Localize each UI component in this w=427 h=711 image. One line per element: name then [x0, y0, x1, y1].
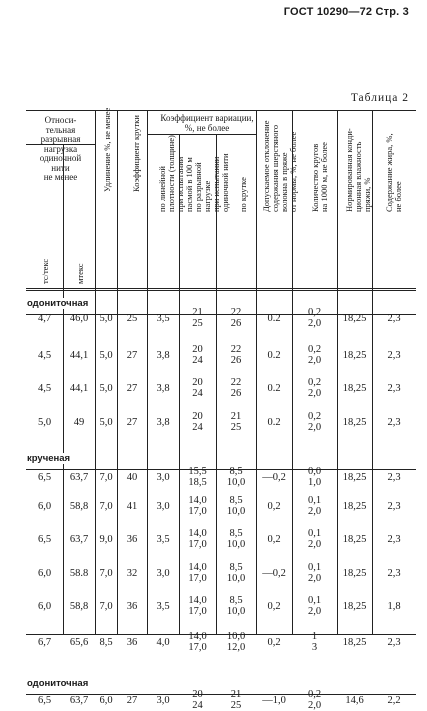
table-cell: 14,0 17,0 [188, 631, 207, 653]
table-cell: —0,2 [262, 472, 286, 483]
table-cell: 6,5 [37, 534, 52, 545]
table-cell: 14,0 17,0 [188, 495, 207, 517]
table-cell: 20 24 [192, 344, 203, 366]
table-cell: 25 [126, 313, 138, 324]
header-moisture: Нормированная конди- ционная влажность пряжи, % [344, 128, 372, 212]
table-cell: 49 [73, 417, 85, 428]
table-cell: 0,2 2,0 [307, 377, 322, 399]
header-twist-coef: Коэффициент крутки [131, 115, 141, 192]
table-cell: 8,5 10,0 [226, 466, 246, 488]
header-fat: Содержание жира, %, не более [384, 133, 403, 212]
table-cell: 2,3 [387, 472, 401, 483]
table-cell: 8,5 10,0 [226, 562, 246, 584]
table-cell: 18,25 [342, 601, 367, 612]
table-cell: 4,0 [156, 637, 170, 648]
section-label: крученая [27, 453, 71, 464]
table-cell: 4,7 [37, 313, 52, 324]
header-strength-group: Относи- тельная разрывная нагрузка одиночной нити не менее [39, 115, 82, 182]
table-cell: 9,0 [99, 534, 113, 545]
table-cell: 41 [126, 501, 138, 512]
table-cell: 14,0 17,0 [188, 528, 207, 550]
header-variation-group: Коэффициент вариации, %, не более [160, 113, 254, 133]
table-cell: 4,5 [37, 383, 52, 394]
table-cell: 0.2 [267, 350, 281, 361]
table-cell: 3,5 [156, 534, 170, 545]
header-elongation: Удлинение %, не менее [102, 107, 112, 192]
table-cell: 5,0 [99, 313, 113, 324]
table-cell: 18,25 [342, 501, 367, 512]
table-cell: 3,0 [156, 568, 170, 579]
header-oil-deviation: Допускаемое отклонение содержания шерстяного волокна в пряже от нормы, %, не более [261, 120, 298, 212]
table-cell: 36 [126, 637, 138, 648]
table-cell: 0,2 2,0 [307, 307, 322, 329]
table-cell: 3,5 [156, 313, 170, 324]
table-cell: 0,2 [267, 501, 281, 512]
table-cell: 36 [126, 601, 138, 612]
table-cell: 65,6 [69, 637, 89, 648]
table-cell: 20 24 [192, 689, 203, 711]
table-cell: 8,5 10,0 [226, 528, 246, 550]
table-cell: 18,25 [342, 472, 367, 483]
table-cell: 3,5 [156, 601, 170, 612]
header-var-break: по разрывной нагрузке при испытании одиночной нити [193, 153, 230, 212]
table-cell: 0,2 [267, 534, 281, 545]
table-cell: 6,0 [37, 568, 52, 579]
table-cell: 18,25 [342, 383, 367, 394]
table-cell: 20 24 [192, 377, 203, 399]
table-cell: 46,0 [69, 313, 89, 324]
table-cell: 3,0 [156, 501, 170, 512]
table-cell: 7,0 [99, 601, 113, 612]
table-cell: 3,8 [156, 383, 170, 394]
column-rule [256, 110, 257, 634]
table-cell: 8,5 [99, 637, 113, 648]
table-cell: —1,0 [262, 695, 286, 706]
table-cell: 0,1 2,0 [307, 562, 322, 584]
header-knots: Количество кругов на 1000 м, не более [310, 142, 329, 212]
section-label: одониточная [27, 678, 89, 689]
table-cell: 36 [126, 534, 138, 545]
table-cell: 6,0 [37, 601, 52, 612]
table-cell: 3,8 [156, 417, 170, 428]
header-ts: тс/текс [40, 258, 50, 284]
page-header: ГОСТ 10290—72 Стр. 3 [283, 6, 409, 18]
table-cell: 27 [126, 383, 138, 394]
table-cell: 44,1 [69, 383, 89, 394]
table-cell: 2,3 [387, 350, 401, 361]
table-cell: 0,2 [267, 637, 281, 648]
table-cell: 0,1 2,0 [307, 595, 322, 617]
table-cell: 2,3 [387, 637, 401, 648]
header-var-thickness: по линейной плотности (толщине) при испытании пасмой в 100 м [157, 135, 194, 212]
table-cell: 63,7 [69, 534, 89, 545]
table-cell: 21 25 [230, 411, 242, 433]
table-cell: 0.2 [267, 417, 281, 428]
table-cell: 32 [126, 568, 138, 579]
table-cell: 7,0 [99, 472, 113, 483]
table-cell: 0,2 [267, 601, 281, 612]
column-rule [147, 110, 148, 634]
table-cell: 58,8 [69, 601, 89, 612]
table-cell: 3,0 [156, 695, 170, 706]
table-cell: 0.2 [267, 313, 281, 324]
table-cell: 14,0 17,0 [188, 562, 207, 584]
table-cell: 4,5 [37, 350, 52, 361]
table-cell: 15,5 18,5 [188, 466, 207, 488]
strength-group-rule [26, 144, 95, 145]
column-rule [117, 110, 118, 634]
table-cell: 5,0 [99, 350, 113, 361]
table-cell: 6,0 [99, 695, 113, 706]
table-cell: 8,5 10,0 [226, 495, 246, 517]
table-cell: 0,2 2,0 [307, 411, 322, 433]
table-caption: Таблица 2 [350, 92, 409, 104]
table-cell: 18,25 [342, 350, 367, 361]
table-cell: 22 26 [230, 377, 242, 399]
column-rule [372, 110, 373, 634]
column-rule [292, 110, 293, 634]
table-cell: 7,0 [99, 501, 113, 512]
table-cell: 44,1 [69, 350, 89, 361]
table-cell: 58.8 [69, 568, 89, 579]
table-cell: 5,0 [99, 383, 113, 394]
table-cell: 14,0 17,0 [188, 595, 207, 617]
table-cell: 3,0 [156, 472, 170, 483]
table-cell: 0,2 2,0 [307, 344, 322, 366]
table-cell: 18,25 [342, 534, 367, 545]
table-cell: 1,8 [387, 601, 401, 612]
table-cell: 2,3 [387, 501, 401, 512]
header-var-twist: по крутке [238, 177, 248, 212]
table-cell: 0,1 2,0 [307, 528, 322, 550]
header-bottom-rule-2 [26, 290, 416, 291]
table-cell: 18,25 [342, 313, 367, 324]
table-cell: 2,3 [387, 313, 401, 324]
table-cell: 7,0 [99, 568, 113, 579]
table-cell: 27 [126, 695, 138, 706]
table-cell: 6,0 [37, 501, 52, 512]
header-mt: мтекс [75, 263, 85, 284]
table-cell: 21 25 [192, 307, 203, 329]
section-label: одониточная [27, 298, 89, 309]
table-cell: 18,25 [342, 417, 367, 428]
table-cell: 18,25 [342, 637, 367, 648]
variation-group-rule [147, 134, 256, 135]
table-cell: 22 26 [230, 307, 242, 329]
table-cell: 2,2 [387, 695, 401, 706]
column-rule [337, 110, 338, 634]
table-cell: 63,7 [69, 472, 89, 483]
table-cell: 18,25 [342, 568, 367, 579]
table-cell: 10,0 12,0 [226, 631, 246, 653]
table-cell: 1 3 [311, 631, 318, 653]
table-cell: 63,7 [69, 695, 89, 706]
table-cell: 20 24 [192, 411, 203, 433]
table-cell: 6,5 [37, 695, 52, 706]
table-cell: 6,5 [37, 472, 52, 483]
table-cell: —0,2 [262, 568, 286, 579]
data-table [26, 107, 416, 711]
table-cell: 8,5 10,0 [226, 595, 246, 617]
table-cell: 2,3 [387, 568, 401, 579]
table-cell: 22 26 [230, 344, 242, 366]
table-cell: 27 [126, 350, 138, 361]
table-cell: 58,8 [69, 501, 89, 512]
table-cell: 27 [126, 417, 138, 428]
table-cell: 40 [126, 472, 138, 483]
table-cell: 2,3 [387, 534, 401, 545]
table-cell: 3,8 [156, 350, 170, 361]
header-bottom-rule [26, 288, 416, 289]
table-cell: 5,0 [37, 417, 52, 428]
table-cell: 2,3 [387, 417, 401, 428]
table-cell: 6,7 [37, 637, 52, 648]
table-cell: 0,0 1,0 [307, 466, 322, 488]
table-cell: 2,3 [387, 383, 401, 394]
table-cell: 21 25 [230, 689, 242, 711]
table-cell: 0,2 2,0 [307, 689, 322, 711]
table-cell: 14,6 [345, 695, 364, 706]
table-cell: 5,0 [99, 417, 113, 428]
table-cell: 0,1 2,0 [307, 495, 322, 517]
column-rule [95, 110, 96, 634]
table-cell: 0.2 [267, 383, 281, 394]
